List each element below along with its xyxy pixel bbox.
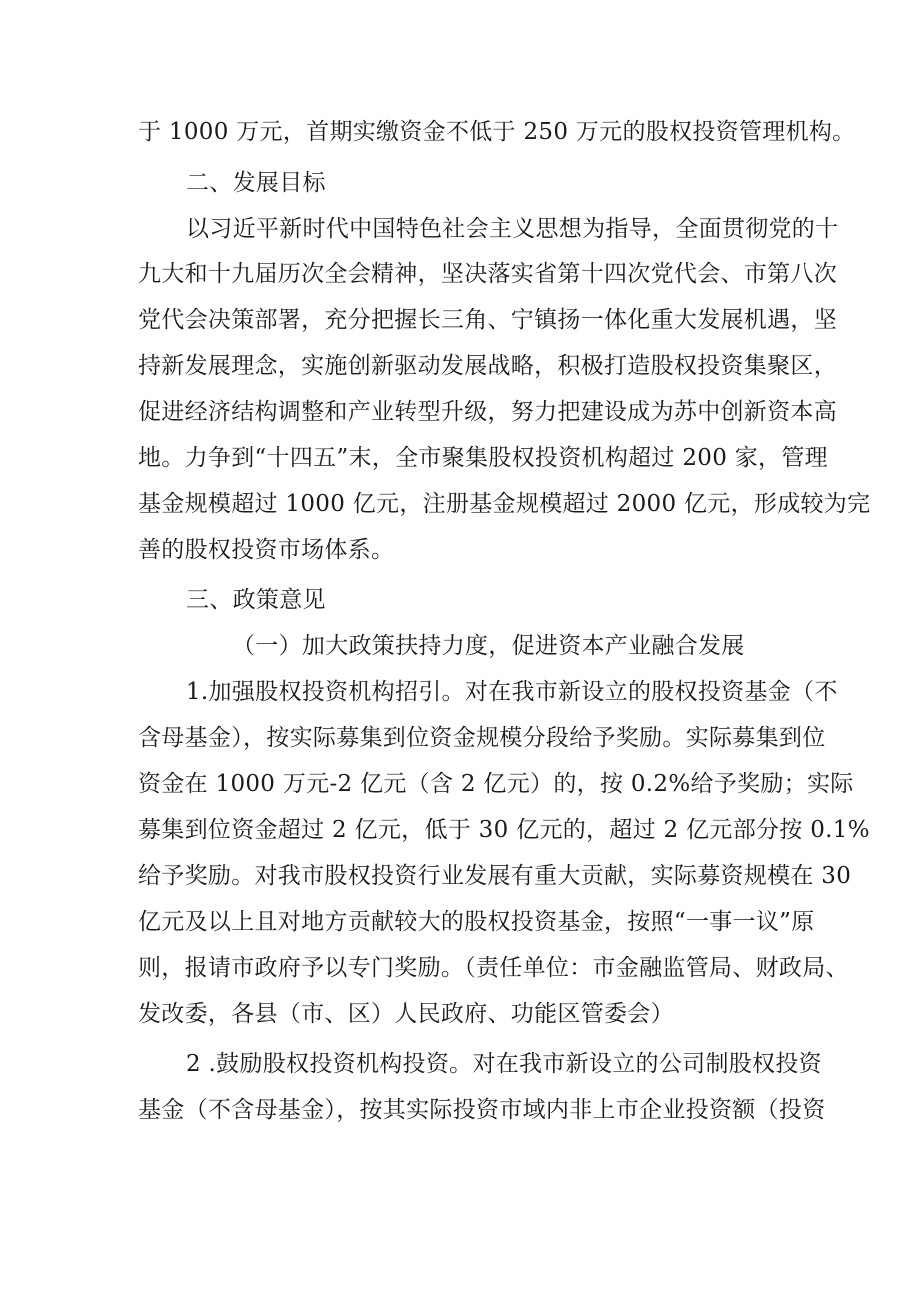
paragraph-line: 促进经济结构调整和产业转型升级，努力把建设成为苏中创新资本高	[138, 399, 837, 425]
section-heading-development-goals: 二、发展目标	[186, 170, 326, 196]
paragraph-line: 善的股权投资市场体系。	[138, 537, 395, 563]
paragraph-line: 给予奖励。对我市股权投资行业发展有重大贡献，实际募资规模在 30	[138, 863, 852, 889]
subsection-heading: （一）加大政策扶持力度，促进资本产业融合发展	[232, 633, 745, 659]
section-heading-policy-opinions: 三、政策意见	[186, 587, 326, 613]
paragraph-line: 地。力争到“十四五”末，全市聚集股权投资机构超过 200 家，管理	[138, 445, 828, 471]
paragraph-line: 资金在 1000 万元-2 亿元（含 2 亿元）的，按 0.2%给予奖励；实际	[138, 771, 854, 797]
paragraph-line: 九大和十九届历次全会精神，坚决落实省第十四次党代会、市第八次	[138, 261, 837, 287]
paragraph-line: 亿元及以上且对地方贡献较大的股权投资基金，按照“一事一议”原	[138, 909, 815, 935]
paragraph-line: 基金规模超过 1000 亿元，注册基金规模超过 2000 亿元，形成较为完	[138, 491, 871, 517]
paragraph-line: 则，报请市政府予以专门奖励。（责任单位：市金融监管局、财政局、	[138, 955, 849, 981]
paragraph-line: 基金（不含母基金），按其实际投资市域内非上市企业投资额（投资	[138, 1097, 826, 1123]
paragraph-line: 募集到位资金超过 2 亿元，低于 30 亿元的，超过 2 亿元部分按 0.1%	[138, 817, 870, 843]
paragraph-line: 党代会决策部署，充分把握长三角、宁镇扬一体化重大发展机遇，坚	[138, 307, 837, 333]
paragraph-line: 持新发展理念，实施创新驱动发展战略，积极打造股权投资集聚区，	[138, 353, 837, 379]
paragraph-line: 含母基金），按实际募集到位资金规模分段给予奖励。实际募集到位	[138, 725, 826, 751]
paragraph-line: 发改委，各县（市、区）人民政府、功能区管委会）	[138, 1001, 674, 1027]
paragraph-line: 于 1000 万元，首期实缴资金不低于 250 万元的股权投资管理机构。	[138, 119, 856, 145]
paragraph-line: 以习近平新时代中国特色社会主义思想为指导，全面贯彻党的十	[186, 216, 839, 242]
paragraph-line: 2 .鼓励股权投资机构投资。对在我市新设立的公司制股权投资	[186, 1051, 822, 1077]
paragraph-line: 1.加强股权投资机构招引。对在我市新设立的股权投资基金（不	[186, 679, 838, 705]
